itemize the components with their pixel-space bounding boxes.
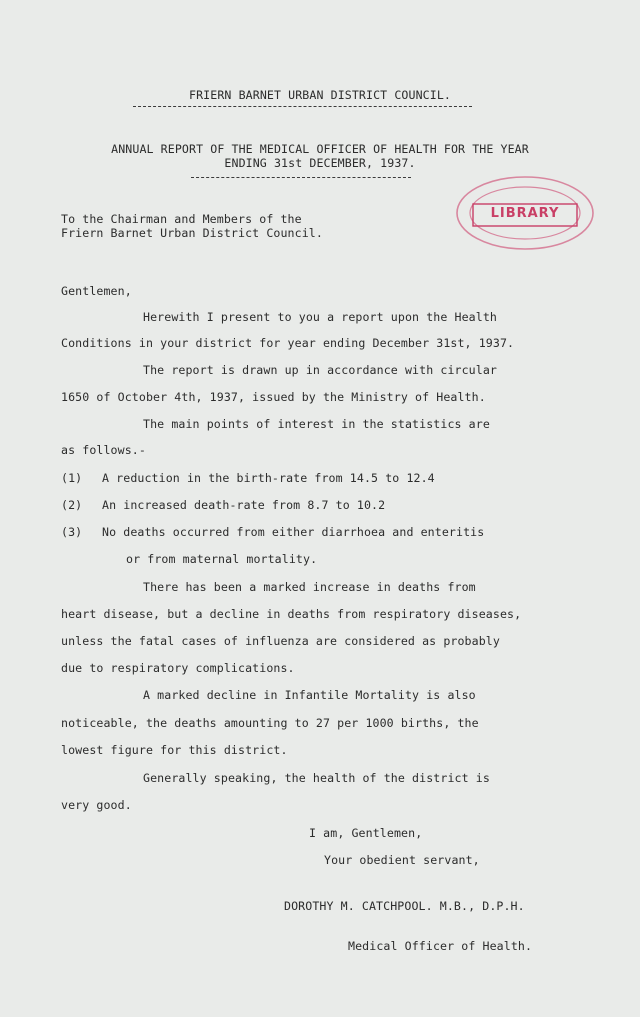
- paragraph-4-line3: unless the fatal cases of influenza are considered as probably: [61, 634, 500, 648]
- library-stamp: [455, 175, 595, 251]
- paragraph-3-line1: The main points of interest in the statistics are: [143, 417, 490, 431]
- report-title-line1: ANNUAL REPORT OF THE MEDICAL OFFICER OF HEALTH FOR THE YEAR: [111, 142, 529, 156]
- paragraph-2-line2: 1650 of October 4th, 1937, issued by the Ministry of Health.: [61, 390, 486, 404]
- report-title-line2: ENDING 31st DECEMBER, 1937.: [224, 156, 416, 170]
- paragraph-6-line2: very good.: [61, 798, 132, 812]
- paragraph-2-line1: The report is drawn up in accordance with circular: [143, 363, 498, 377]
- title-rule: [191, 177, 411, 178]
- paragraph-5-line3: lowest figure for this district.: [61, 743, 288, 757]
- point-3-number: (3): [61, 525, 83, 539]
- point-2-number: (2): [61, 498, 83, 512]
- paragraph-4-line4: due to respiratory complications.: [61, 661, 295, 675]
- heading-rule: [133, 106, 472, 107]
- paragraph-5-line2: noticeable, the deaths amounting to 27 per 1000 births, the: [61, 716, 479, 730]
- signatory-title: Medical Officer of Health.: [348, 939, 533, 953]
- library-stamp-label: LIBRARY: [490, 206, 560, 221]
- paragraph-1-line1: Herewith I present to you a report upon the Health: [143, 310, 498, 324]
- point-2-text: An increased death-rate from 8.7 to 10.2: [102, 498, 386, 512]
- paragraph-4-line2: heart disease, but a decline in deaths from respiratory diseases,: [61, 607, 522, 621]
- signatory-name: DOROTHY M. CATCHPOOL. M.B., D.P.H.: [284, 899, 525, 913]
- paragraph-6-line1: Generally speaking, the health of the district is: [143, 771, 490, 785]
- point-1-text: A reduction in the birth-rate from 14.5 to 12.4: [102, 471, 435, 485]
- address-line2: Friern Barnet Urban District Council.: [61, 226, 323, 240]
- paragraph-1-line2: Conditions in your district for year ending December 31st, 1937.: [61, 336, 515, 350]
- salutation: Gentlemen,: [61, 284, 132, 298]
- point-3-text: No deaths occurred from either diarrhoea and enteritis: [102, 525, 485, 539]
- address-line1: To the Chairman and Members of the: [61, 212, 302, 226]
- paragraph-4-line1: There has been a marked increase in deaths from: [143, 580, 476, 594]
- paragraph-5-line1: A marked decline in Infantile Mortality is also: [143, 688, 476, 702]
- paragraph-3-line2: as follows.-: [61, 443, 146, 457]
- council-heading: FRIERN BARNET URBAN DISTRICT COUNCIL.: [189, 88, 451, 102]
- closing-line: I am, Gentlemen,: [309, 826, 423, 840]
- point-1-number: (1): [61, 471, 83, 485]
- servant-line: Your obedient servant,: [324, 853, 480, 867]
- point-3-continuation: or from maternal mortality.: [126, 552, 318, 566]
